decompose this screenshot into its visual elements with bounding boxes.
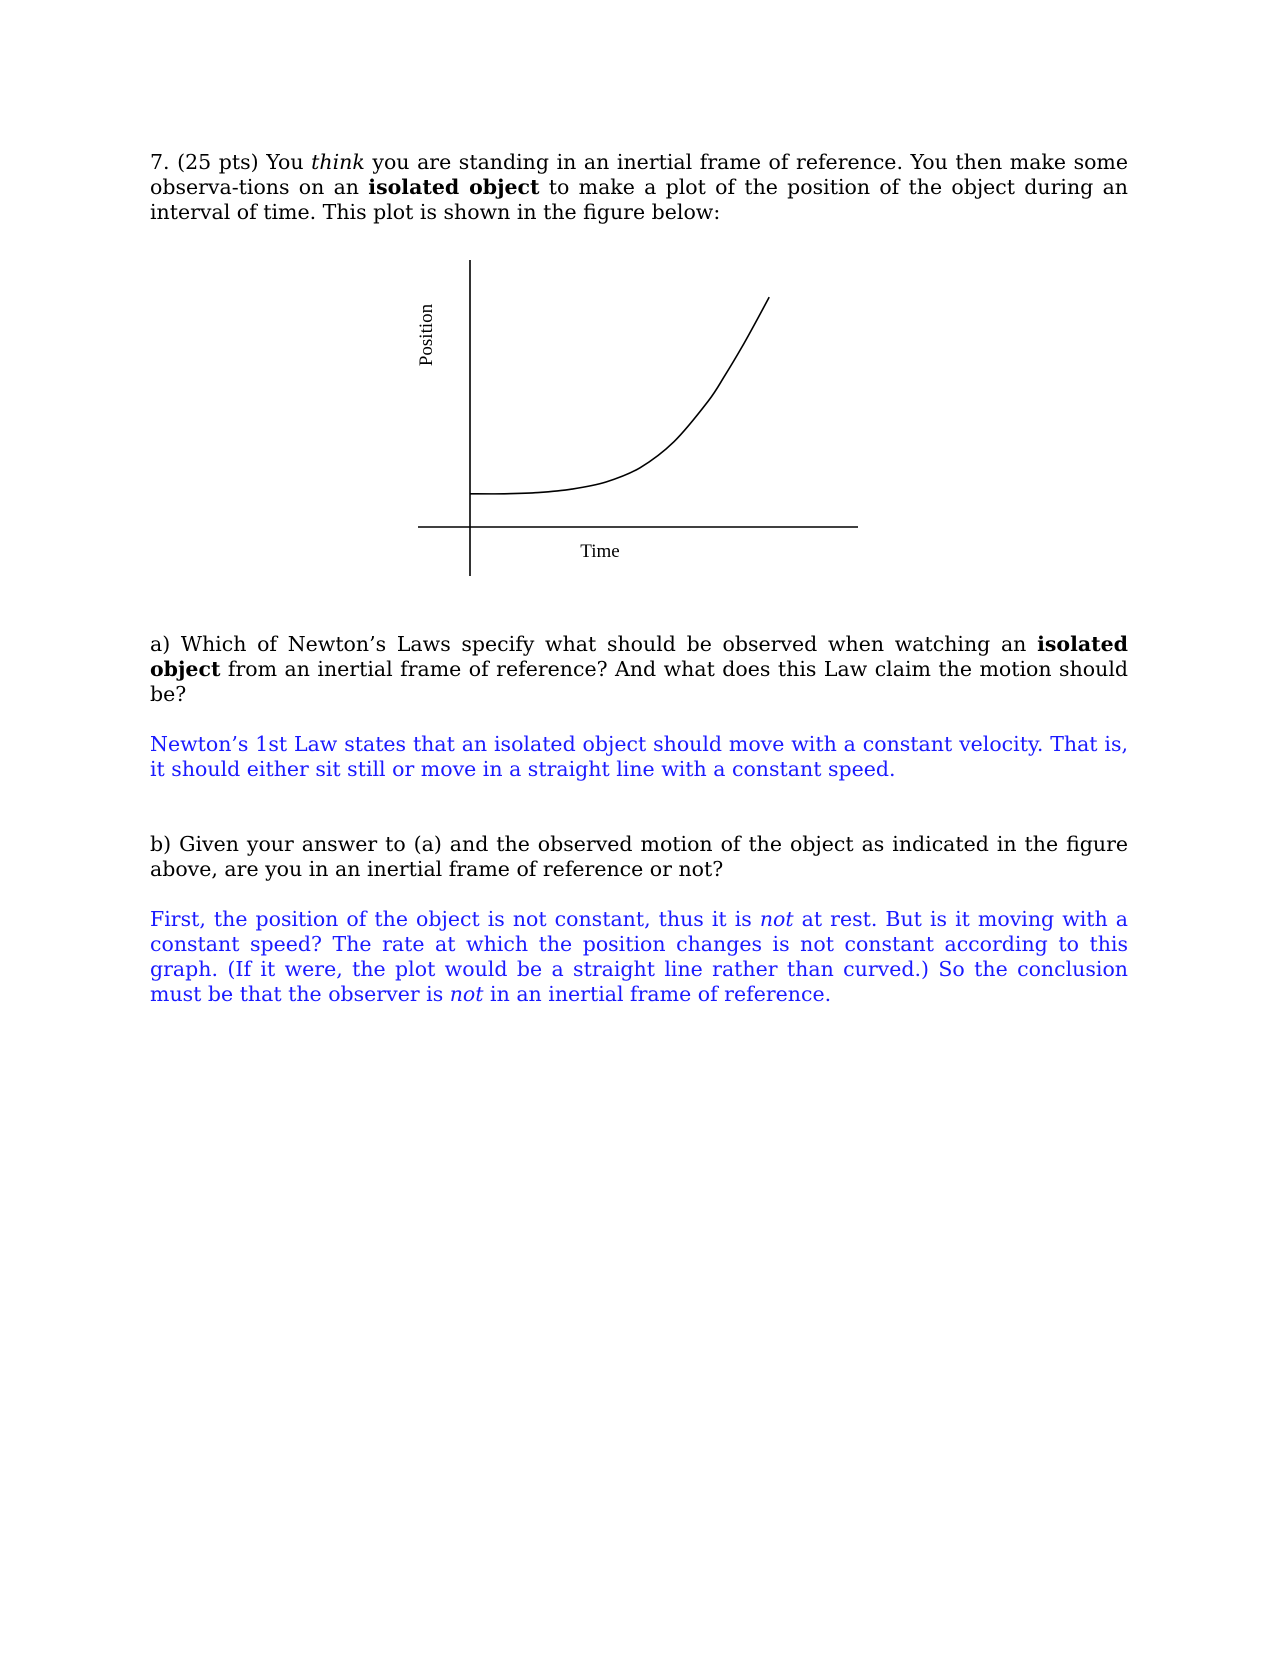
y-axis-label: Position bbox=[416, 303, 437, 367]
part-b-answer-3: in an inertial frame of reference. bbox=[483, 982, 832, 1006]
part-b-answer-not-2: not bbox=[449, 982, 484, 1006]
part-a-question-start: a) Which of Newton’s Laws specify what should be observed when watching an bbox=[150, 632, 1038, 656]
part-a-answer: Newton’s 1st Law states that an isolated object should move with a constant velocity. That is, it should either sit still or move in a straight line with a constant speed. bbox=[150, 732, 1128, 781]
part-a-section bbox=[150, 632, 1128, 782]
x-axis-label: Time bbox=[580, 541, 620, 562]
problem-intro-number: 7. (25 pts) You bbox=[150, 150, 312, 174]
problem-intro-think: think bbox=[311, 150, 365, 174]
part-b-answer-not-1: not bbox=[759, 907, 794, 931]
part-a-question bbox=[150, 632, 1128, 707]
position-curve bbox=[470, 297, 769, 494]
problem-intro-end: to make a plot of the position of the object during an interval of time. This plot is shown in the figure below: bbox=[150, 175, 1128, 224]
part-b-section bbox=[150, 832, 1128, 1007]
part-b-answer bbox=[150, 907, 1128, 1007]
position-time-chart bbox=[0, 0, 1280, 600]
part-a-question-bold: isolated object bbox=[150, 632, 1128, 681]
part-a-question-end: from an inertial frame of reference? And what does this Law claim the motion should be? bbox=[150, 657, 1128, 706]
position-time-figure bbox=[0, 0, 978, 562]
problem-intro-mid: you are standing in an inertial frame of reference. You then make some observa-tions on an bbox=[150, 150, 1129, 199]
part-b-answer-2: at rest. But is it moving with a constant speed? The rate at which the position changes is not constant according to this graph. (If it were, the plot would be a straight line rather than curved.) So the conclusion must be that the observer is bbox=[150, 907, 1128, 1006]
problem-intro-bold: isolated object bbox=[368, 175, 540, 199]
part-b-answer-1: First, the position of the object is not constant, thus it is bbox=[150, 907, 760, 931]
part-b-question: b) Given your answer to (a) and the observed motion of the object as indicated in the figure above, are you in an inertial frame of reference or not? bbox=[150, 832, 1128, 881]
